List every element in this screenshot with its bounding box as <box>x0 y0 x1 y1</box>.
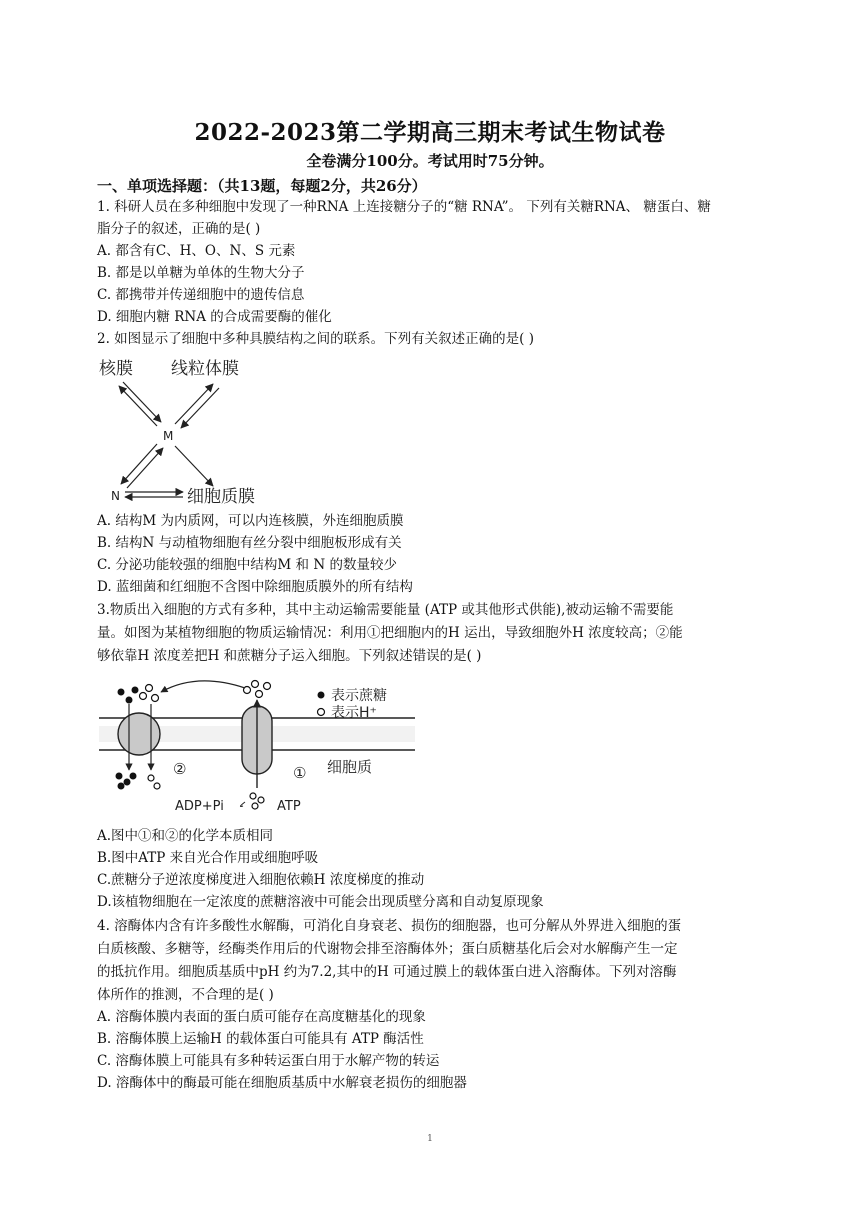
h-ion-dot <box>154 783 160 789</box>
h-ion-dot <box>252 803 258 809</box>
label-1: ① <box>293 764 307 782</box>
legend-sucrose-label: 表示蔗糖 <box>331 688 387 704</box>
sucrose-dot <box>118 783 125 790</box>
q4-option-d: D. 溶酶体中的酶最可能在细胞质基质中水解衰老损伤的细胞器 <box>97 1075 467 1091</box>
page-title: 2022-2023第二学期高三期末考试生物试卷 <box>194 119 666 146</box>
sucrose-dot <box>132 687 139 694</box>
q1-option-d: D. 细胞内糖 RNA 的合成需要酶的催化 <box>97 309 332 325</box>
legend-h-label: 表示H⁺ <box>331 705 377 721</box>
h-ion-dot <box>146 685 153 692</box>
h-ion-dot <box>256 691 263 698</box>
arrow-m-to-cellmembrane <box>175 446 213 486</box>
cell-membrane-label: 细胞质膜 <box>187 487 255 507</box>
adp-label: ADP+Pi <box>175 799 224 814</box>
m-label: M <box>163 429 174 443</box>
mito-membrane-label: 线粒体膜 <box>171 359 239 379</box>
nuclear-membrane-label: 核膜 <box>99 359 133 379</box>
q1-stem-line2: 脂分子的叙述，正确的是( ) <box>97 221 261 237</box>
arrow-n-to-m <box>127 448 163 488</box>
q2-membrane-diagram <box>95 352 285 512</box>
adp-connector <box>240 802 245 807</box>
h-ion-dot <box>258 797 264 803</box>
legend-h-dot <box>318 709 325 716</box>
q2-stem: 2. 如图显示了细胞中多种具膜结构之间的联系。下列有关叙述正确的是( ) <box>97 331 534 347</box>
q4-option-b: B. 溶酶体膜上运输H 的载体蛋白可能具有 ATP 酶活性 <box>97 1031 424 1047</box>
h-ion-dot <box>250 793 256 799</box>
sucrose-dot <box>130 773 137 780</box>
q1-option-a: A. 都含有C、H、O、N、S 元素 <box>97 243 296 259</box>
h-ion-dot <box>264 683 271 690</box>
exam-info: 全卷满分100分。考试用时75分钟。 <box>306 152 554 170</box>
q3-option-a: A.图中①和②的化学本质相同 <box>97 828 274 844</box>
q2-option-b: B. 结构N 与动植物细胞有丝分裂中细胞板形成有关 <box>97 535 402 551</box>
q2-option-d: D. 蓝细菌和红细胞不含图中除细胞质膜外的所有结构 <box>97 579 413 595</box>
h-ion-dot <box>140 693 147 700</box>
h-ion-dot <box>152 695 159 702</box>
q3-option-b: B.图中ATP 来自光合作用或细胞呼吸 <box>97 850 319 866</box>
q3-option-c: C.蔗糖分子逆浓度梯度进入细胞依赖H 浓度梯度的推动 <box>97 872 425 888</box>
arrow-m-to-nucleus <box>119 386 157 426</box>
q3-transport-diagram <box>97 678 417 828</box>
q3-stem-line3: 够依靠H 浓度差把H 和蔗糖分子运入细胞。下列叙述错误的是( ) <box>97 648 482 664</box>
q3-option-d: D.该植物细胞在一定浓度的蔗糖溶液中可能会出现质壁分离和自动复原现象 <box>97 894 544 910</box>
q2-option-a: A. 结构M 为内质网，可以内连核膜，外连细胞质膜 <box>97 513 404 529</box>
q4-stem-line3: 的抵抗作用。细胞质基质中pH 约为7.2,其中的H 可通过膜上的载体蛋白进入溶酶体。下列对溶酶 <box>97 964 677 980</box>
n-label: N <box>111 489 120 503</box>
q4-option-a: A. 溶酶体膜内表面的蛋白质可能存在高度糖基化的现象 <box>97 1009 426 1025</box>
sucrose-dot <box>126 697 133 704</box>
q2-option-c: C. 分泌功能较强的细胞中结构M 和 N 的数量较少 <box>97 557 397 573</box>
q3-stem-line1: 3.物质出入细胞的方式有多种，其中主动运输需要能量 (ATP 或其他形式供能),被动运输不需要能 <box>97 602 674 618</box>
atp-label: ATP <box>277 799 301 814</box>
carrier-2 <box>118 713 160 755</box>
q1-option-c: C. 都携带并传递细胞中的遗传信息 <box>97 287 305 303</box>
q1-stem-line1: 1. 科研人员在多种细胞中发现了一种RNA 上连接糖分子的“糖 RNA”。 下列有关糖RNA、 糖蛋白、糖 <box>97 199 711 215</box>
section-heading: 一、单项选择题：（共13题，每题2分，共26分） <box>97 177 427 195</box>
q4-stem-line1: 4. 溶酶体内含有许多酸性水解酶，可消化自身衰老、损伤的细胞器，也可分解从外界进入细胞的蛋 <box>97 918 682 934</box>
h-recycle-arrow <box>161 681 245 692</box>
sucrose-dot <box>124 779 131 786</box>
cytoplasm-label: 细胞质 <box>327 758 373 776</box>
q4-stem-line2: 白质核酸、多糖等，经酶类作用后的代谢物会排至溶酶体外；蛋白质糖基化后会对水解酶产生一定 <box>97 941 678 957</box>
sucrose-dot <box>118 689 125 696</box>
arrow-m-to-n <box>121 444 157 484</box>
arrow-mito-to-m <box>181 388 219 428</box>
arrow-m-to-mito <box>175 384 213 424</box>
arrow-nucleus-to-m <box>123 382 161 422</box>
q4-stem-line4: 体所作的推测，不合理的是( ) <box>97 987 274 1003</box>
h-ion-dot <box>148 775 154 781</box>
sucrose-dot <box>116 773 123 780</box>
q3-stem-line2: 量。如图为某植物细胞的物质运输情况：利用①把细胞内的H 运出，导致细胞外H 浓度较高；②能 <box>97 625 683 641</box>
label-2: ② <box>173 760 187 778</box>
q4-option-c: C. 溶酶体膜上可能具有多种转运蛋白用于水解产物的转运 <box>97 1053 440 1069</box>
q1-option-b: B. 都是以单糖为单体的生物大分子 <box>97 265 305 281</box>
h-ion-dot <box>252 681 259 688</box>
legend-sucrose-dot <box>318 692 325 699</box>
page-number: 1 <box>427 1134 433 1144</box>
